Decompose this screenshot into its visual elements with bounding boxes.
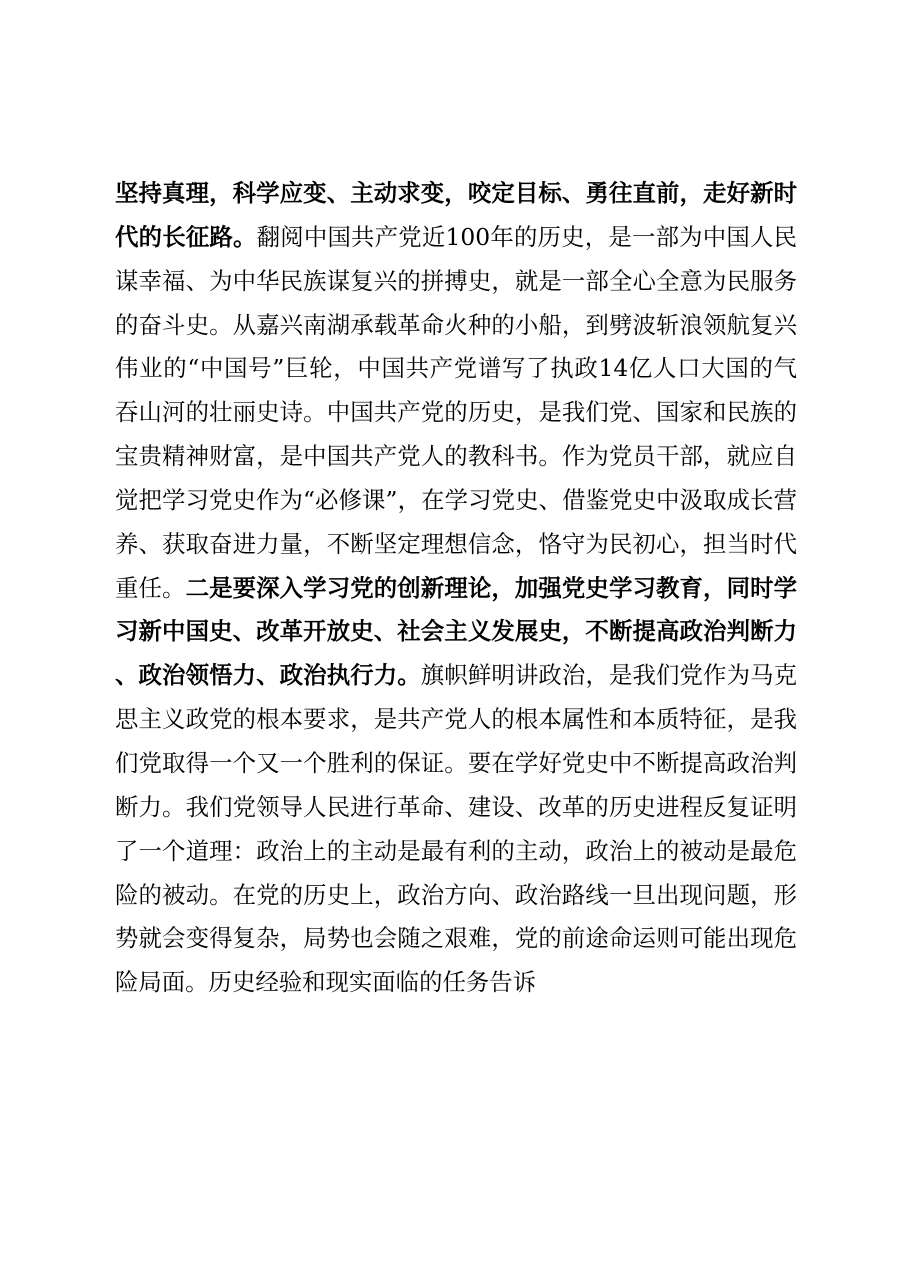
body-text-continued: 旗帜鲜明讲政治，是我们党作为马克思主义政党的根本要求，是共产党人的根本属性和本质特征，是我们党取得一个又一个胜利的保证。要在学好党史中不断提高政治判断力。我们党领导人民进行革命、建设、改革的历史进程反复证明了一个道理：政治上的主动是最有利的主动，政治上的被动是最危险的被动。在党的历史上，政治方向、政治路线一旦出现问题，形势就会变得复杂，局势也会随之艰难，党的前途命运则可能出现危险局面。历史经验和现实面临的任务告诉 (115, 661, 798, 997)
bold-lead-sentence: 坚持真理，科学应变、主动求变，咬定目标、勇往直前，走好新时代的长征路。 (115, 179, 797, 251)
body-paragraph (115, 172, 797, 1005)
bold-point-two: 二是要深入学习党的创新理论，加强党史学习教育，同时学习新中国史、改革开放史、社会主义发展史，不断提高政治判断力、政治领悟力、政治执行力。 (115, 573, 798, 690)
body-text: 翻阅中国共产党近100年的历史，是一部为中国人民谋幸福、为中华民族谋复兴的拼搏史，就是一部全心全意为民服务的奋斗史。从嘉兴南湖承载革命火种的小船，到劈波斩浪领航复兴伟业的“中国号”巨轮，中国共产党谱写了执政14亿人口大国的气吞山河的壮丽史诗。中国共产党的历史，是我们党、国家和民族的宝贵精神财富，是中国共产党人的教科书。作为党员干部，就应自觉把学习党史作为“必修课”，在学习党史、借鉴党史中汲取成长营养、获取奋进力量，不断坚定理想信念，恪守为民初心，担当时代重任。 (115, 222, 797, 602)
